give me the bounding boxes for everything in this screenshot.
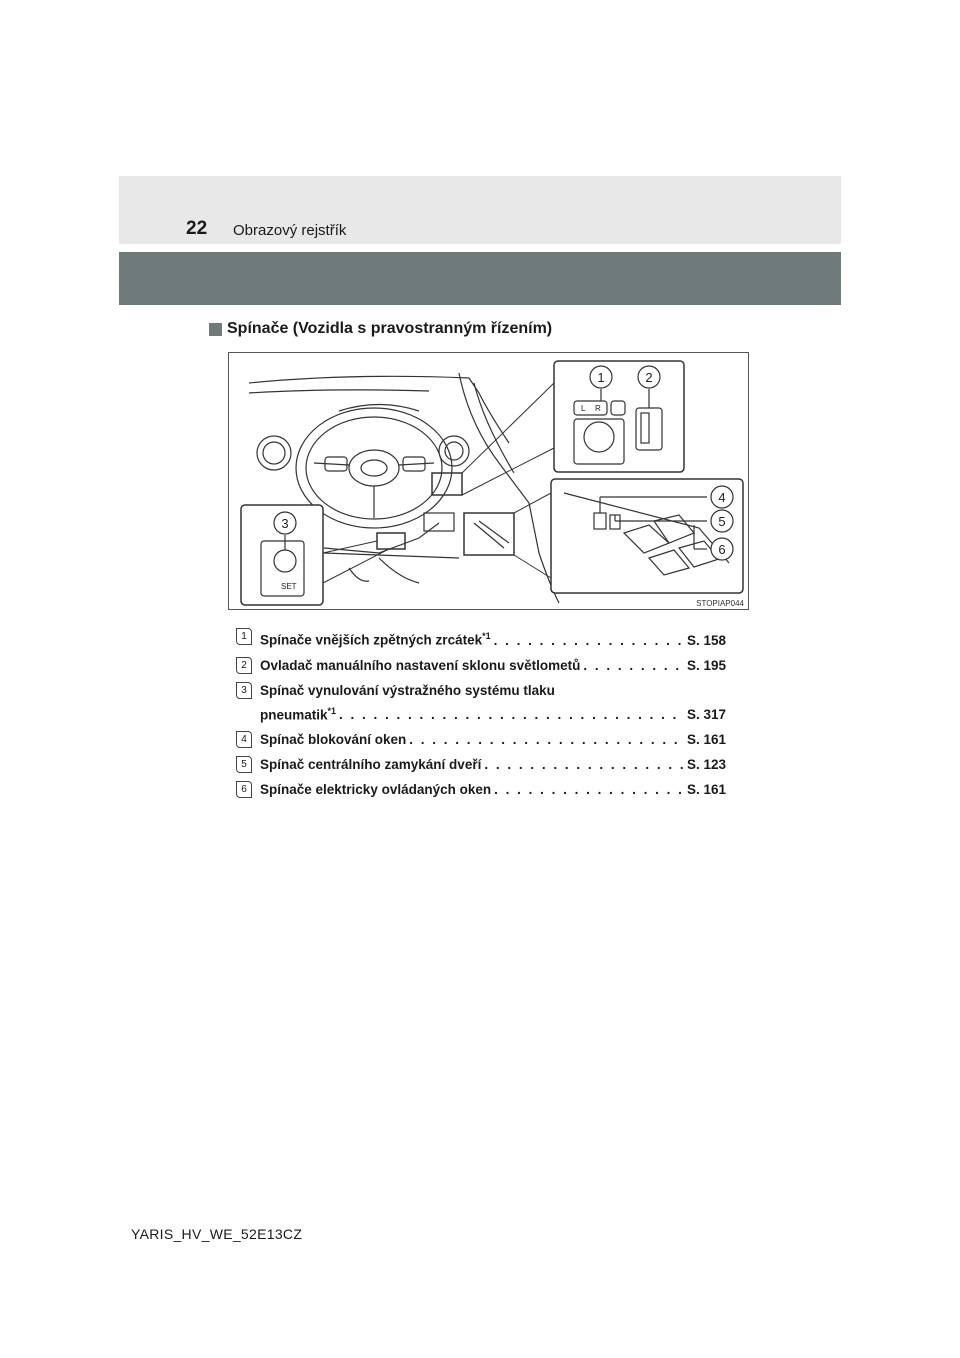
list-item <box>236 655 726 676</box>
item-number: 5 <box>236 756 252 773</box>
callout-label-3: 3 <box>281 516 289 531</box>
header-dark-band <box>119 252 841 305</box>
callout-label-5: 5 <box>718 514 726 529</box>
item-number: 2 <box>236 657 252 674</box>
item-text: Spínač centrálního zamykání dveří <box>260 757 482 772</box>
list-item <box>236 680 726 726</box>
list-item <box>236 729 726 750</box>
page-ref: S. 123 <box>686 757 726 772</box>
heading-text: Spínače (Vozidla s pravostranným řízením) <box>227 320 553 337</box>
item-text: Ovladač manuálního nastavení sklonu světlometů <box>260 657 581 673</box>
page-number: 22 <box>186 218 208 239</box>
callout-label-6: 6 <box>718 542 726 557</box>
switches-illustration <box>228 352 749 610</box>
dashboard-drawing <box>229 353 750 611</box>
page-ref: S. 317 <box>686 707 726 722</box>
page-ref: S. 195 <box>686 657 726 673</box>
item-number: 4 <box>236 731 252 748</box>
item-text: Spínače vnějších zpětných zrcátek$^{*1}$ <box>260 631 491 648</box>
square-bullet-icon <box>209 323 222 336</box>
page-ref: S. 161 <box>686 732 726 747</box>
callout-label-2: 2 <box>645 370 653 385</box>
subsection-heading <box>209 320 552 338</box>
item-text-line1: Spínač vynulování výstražného systému tlaku <box>260 682 555 698</box>
switch-list <box>236 626 726 804</box>
callout-label-4: 4 <box>718 490 726 505</box>
document-code: YARIS_HV_WE_52E13CZ <box>131 1226 303 1242</box>
header-band <box>119 176 841 244</box>
list-item <box>236 754 726 775</box>
item-text: Spínače elektricky ovládaných oken <box>260 782 492 797</box>
set-label: SET <box>281 582 297 591</box>
callout-label-1: 1 <box>597 370 605 385</box>
item-text: Spínač blokování oken <box>260 732 407 747</box>
list-item <box>236 626 726 651</box>
mirror-label-r: R <box>595 404 601 413</box>
item-number: 1 <box>236 628 252 645</box>
item-number: 6 <box>236 781 252 798</box>
page-ref: S. 161 <box>686 782 726 797</box>
list-item <box>236 779 726 800</box>
section-title: Obrazový rejstřík <box>233 222 347 239</box>
item-text-line2: pneumatik$^{*1}$ <box>260 705 337 722</box>
item-number: 3 <box>236 682 252 699</box>
mirror-label-l: L <box>581 404 586 413</box>
page-ref: S. 158 <box>686 632 726 648</box>
figure-code: STOPIAP044 <box>696 599 744 608</box>
